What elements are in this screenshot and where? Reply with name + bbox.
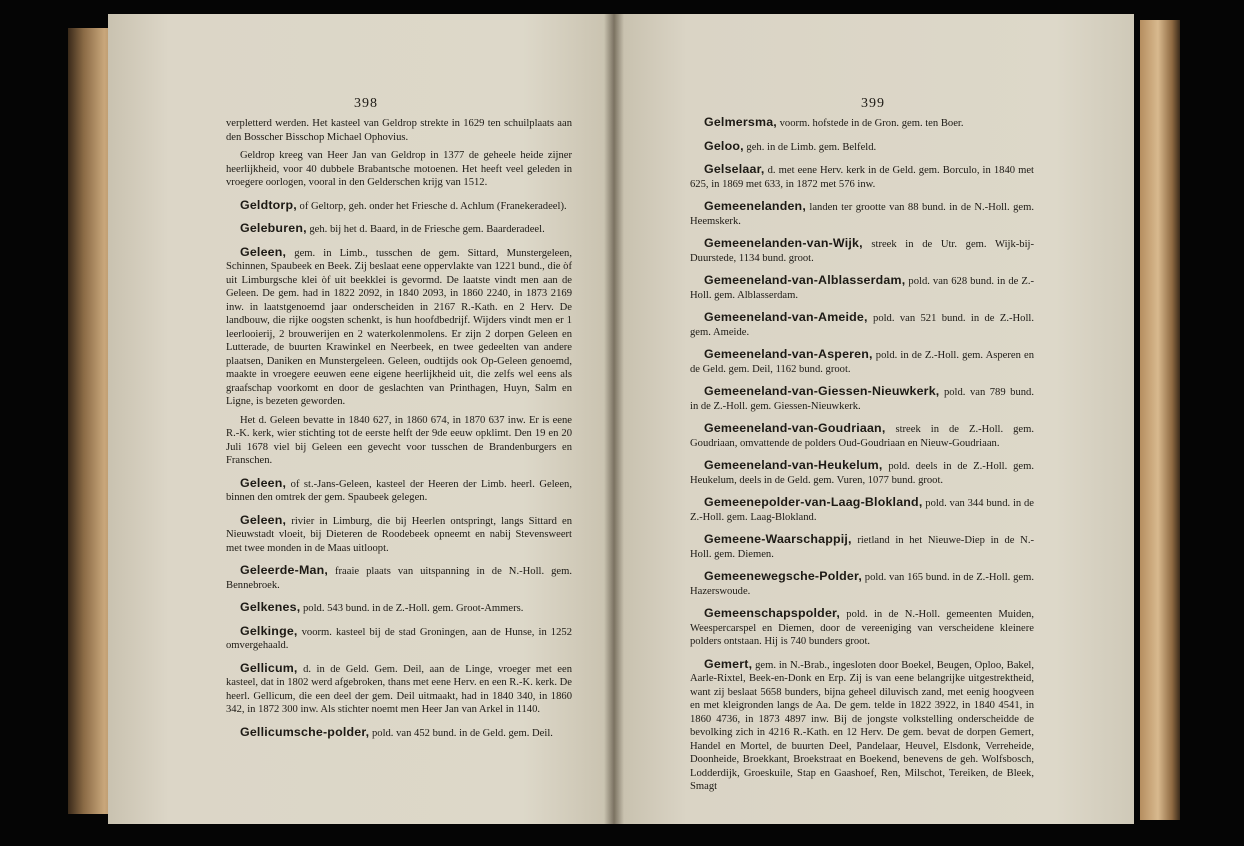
entry — [226, 148, 572, 190]
entry — [226, 601, 572, 616]
entry — [690, 533, 1034, 561]
entry-text: verpletterd werden. Het kasteel van Geldrop strekte in 1629 ten schuilplaats aan den Bosscher Bisschop Michael Ophovius. — [226, 118, 572, 143]
entry — [226, 477, 572, 505]
entry-text: pold. van 165 bund. in de Z.-Holl. gem. Hazerswoude. — [690, 572, 1034, 597]
entry-text: gem. in N.-Brab., ingesloten door Boekel, Beugen, Oploo, Bakel, Aarle-Rixtel, Beek-en-Donk en Erp. Zij is van eene belangrijke uitgestrektheid, want zij beslaat 5658 bunders, bijna geheel diluvisch zand, met eenig hoogveen en met kleigronden langs de Aa. De gem. telde in 1822 3922, in 1840 4541, in 1860 4736, in 1873 4897 inw. Bij de jongste volkstelling onderscheidde de bevolking zich in 4216 R.-Kath. en 12 Herv. De gem. bevat de dorpen Gemert, Handel en Mortel, de buurten Deel, Pandelaar, Heuvel, Elsdonk, Verreheide, Doonheide, Broekkant, Broekstraat en Boekend, benevens de geh. Wolfsbosch, Lodderdijk, Groeskuile, Stap en Gaashoef, Ren, Milschot, Tereiken, de Bleek, Smagt — [690, 659, 1034, 792]
entry — [690, 348, 1034, 376]
entry-term: Gelselaar, — [704, 162, 765, 176]
entry — [690, 140, 1034, 155]
entry — [690, 459, 1034, 487]
left-page — [108, 14, 614, 824]
entry-term: Geleen, — [240, 512, 287, 527]
entry — [690, 385, 1034, 413]
entry-term: Geloo, — [704, 138, 744, 153]
entry-text: streek in de Z.-Holl. gem. Goudriaan, omvattende de polders Oud-Goudriaan en Nieuw-Goudriaan. — [690, 424, 1034, 449]
entry-text: voorm. kasteel bij de stad Groningen, aan de Hunse, in 1252 omvergehaald. — [226, 626, 572, 651]
entry-term: Gemeenelanden, — [704, 199, 806, 213]
entry — [226, 199, 572, 214]
right-page-stack — [1140, 20, 1180, 820]
entry — [226, 726, 572, 741]
entry-term: Gellicum, — [240, 660, 298, 675]
entry — [226, 625, 572, 653]
entry-term: Geleerde-Man, — [240, 563, 328, 577]
entry-text: rietland in het Nieuwe-Diep in de N.-Holl. gem. Diemen. — [690, 535, 1034, 560]
entry-text: gem. in Limb., tusschen de gem. Sittard, Munstergeleen, Schinnen, Spaubeek en Beek. Zij beslaat eene oppervlakte van 1221 bund., die òf uit Limburgsche klei òf uit beekklei is gevormd. De laatste vindt men aan de Geleen. De gem. had in 1822 2092, in 1840 2093, in 1860 2240, in 1873 2169 inw. in laatstgenoemd jaar onderscheiden in 2167 R.-Kath. en 2 Herv. De landbouw, die rijke oogsten schenkt, is hun hoofdbedrijf. Wijders vindt men er 1 leerlooierij, 2 brouwerijen en 2 waterkolenmolens. Er zijn 2 dorpen Geleen en Lutterade, de buurten Krawinkel en Neerbeek, en twee gedeelten van andere plaatsen, Daniken en Munstergeleen. Geleen, oudtijds ook Op-Geleen genoemd, maakte in vroegere eeuwen eene eigene heerlijkheid uit, die zelfs wel eens als graafschap voorkomt en door de geslachten van Printhagen, Huyn, Salm en Ligne, is bezeten geworden. — [226, 247, 572, 407]
entry — [690, 200, 1034, 228]
entry-text: pold. van 344 bund. in de Z.-Holl. gem. Laag-Blokland. — [690, 498, 1034, 523]
page-number-right: 399 — [861, 96, 885, 111]
entry-term: Gemeenelanden-van-Wijk, — [704, 236, 863, 250]
entry-term: Gelkinge, — [240, 623, 298, 638]
entry-text: pold. in de N.-Holl. gemeenten Muiden, Weespercarspel en Diemen, door de vereeniging van verscheidene kleinere polders ontstaan. Hij is 740 bunders groot. — [690, 609, 1034, 647]
entry — [690, 274, 1034, 302]
entry-term: Gemert, — [704, 656, 753, 671]
entry — [226, 662, 572, 717]
entry — [226, 116, 572, 144]
entry-text: pold. van 452 bund. in de Geld. gem. Deil. — [369, 727, 553, 739]
entry-term: Gelkenes, — [240, 600, 301, 614]
entry-text: pold. deels in de Z.-Holl. gem. Heukelum, deels in de Geld. gem. Vuren, 1077 bund. groot. — [690, 461, 1034, 486]
entry — [226, 413, 572, 468]
page-number-left: 398 — [354, 96, 378, 111]
entry-text: pold. van 628 bund. in de Z.-Holl. gem. Alblasserdam. — [690, 276, 1034, 301]
entry-text: fraaie plaats van uitspanning in de N.-Holl. gem. Bennebroek. — [226, 566, 572, 591]
entry-text: of st.-Jans-Geleen, kasteel der Heeren der Limb. heerl. Geleen, binnen den omtrek der gem. Spaubeek gelegen. — [226, 478, 572, 503]
entry-text: pold. in de Z.-Holl. gem. Asperen en de Geld. gem. Deil, 1162 bund. groot. — [690, 350, 1034, 375]
entry-term: Geleen, — [240, 475, 287, 490]
entry-text: voorm. hofstede in de Gron. gem. ten Boer. — [776, 118, 964, 129]
entry-text: landen ter grootte van 88 bund. in de N.-Holl. gem. Heemskerk. — [690, 202, 1034, 227]
entry-term: Gemeenschapspolder, — [704, 606, 841, 620]
entry — [690, 658, 1034, 794]
entry-text: d. in de Geld. Gem. Deil, aan de Linge, vroeger met een kasteel, dat in 1802 werd afgebroken, thans met eene Herv. en een R.-K. kerk. De heerl. Gellicum, die een deel der gem. Deil uitmaakt, had in 1840 340, in 1860 342, in 1872 300 inw. Als stichter noemt men Heer Jan van Arkel in 1140. — [226, 663, 572, 715]
entry — [690, 311, 1034, 339]
entry-text: Het d. Geleen bevatte in 1840 627, in 1860 674, in 1870 637 inw. Er is eene R.-K. kerk, wier stichting tot de eerste helft der 9de eeuw opklimt. Den 19 en 20 Juli 1678 viel bij Geleen een gevecht voor tusschen de Brandenburgers en Franschen. — [226, 414, 572, 466]
entry — [226, 222, 572, 237]
entry-text: streek in de Utr. gem. Wijk-bij-Duurstede, 1134 bund. groot. — [690, 239, 1034, 264]
entry-text: pold. van 789 bund. in de Z.-Holl. gem. Giessen-Nieuwkerk. — [690, 387, 1034, 412]
entry-text: geh. in de Limb. gem. Belfeld. — [743, 141, 877, 153]
entry — [690, 496, 1034, 524]
entry — [690, 116, 1034, 131]
open-book — [68, 14, 1180, 824]
entry — [226, 514, 572, 556]
entry — [690, 163, 1034, 191]
entry-text: rivier in Limburg, die bij Heerlen ontspringt, langs Sittard en Nieuwstadt vloeit, bij Dieteren de Roodebeek opneemt en nabij Stevensweert met twee monden in de Maas uitloopt. — [226, 515, 572, 554]
entry-text: pold. van 521 bund. in de Z.-Holl. gem. Ameide. — [690, 313, 1034, 338]
right-column — [690, 116, 1034, 803]
entry-term: Gemeeneland-van-Giessen-Nieuwkerk, — [704, 384, 940, 398]
right-page — [614, 14, 1134, 824]
entry-term: Gelmersma, — [704, 115, 777, 129]
entry-term: Gemeenepolder-van-Laag-Blokland, — [704, 495, 923, 509]
entry — [690, 570, 1034, 598]
book-gutter — [604, 14, 624, 824]
entry-term: Geldtorp, — [240, 197, 297, 212]
entry-term: Geleburen, — [240, 221, 307, 235]
entry-term: Gemeeneland-van-Alblasserdam, — [704, 273, 906, 287]
entry-text: d. met eene Herv. kerk in de Geld. gem. Borculo, in 1840 met 625, in 1869 met 633, in 1872 met 576 inw. — [690, 165, 1034, 190]
left-column — [226, 116, 572, 749]
entry-text: geh. bij het d. Baard, in de Friesche gem. Baarderadeel. — [306, 224, 545, 235]
entry-text: of Geltorp, geh. onder het Friesche d. Achlum (Franekeradeel). — [296, 200, 567, 212]
entry — [226, 246, 572, 409]
entry-term: Geleen, — [240, 244, 287, 259]
entry — [690, 607, 1034, 649]
entry-term: Gemeenewegsche-Polder, — [704, 569, 862, 583]
entry-term: Gemeeneland-van-Goudriaan, — [704, 421, 886, 435]
entry-term: Gemeene-Waarschappij, — [704, 532, 852, 546]
entry-text: pold. 543 bund. in de Z.-Holl. gem. Groot-Ammers. — [300, 603, 524, 614]
entry — [226, 564, 572, 592]
entry-term: Gemeeneland-van-Heukelum, — [704, 458, 883, 472]
entry-text: Geldrop kreeg van Heer Jan van Geldrop in 1377 de geheele heide zijner heerlijkheid, voor 40 dubbele Brabantsche motoenen. Het heeft veel geleden in vroegere oorlogen, vooral in den Gelderschen krijg van 1512. — [226, 150, 572, 188]
entry-term: Gellicumsche-polder, — [240, 724, 370, 739]
entry-term: Gemeeneland-van-Ameide, — [704, 310, 868, 324]
entry — [690, 237, 1034, 265]
entry — [690, 422, 1034, 450]
entry-term: Gemeeneland-van-Asperen, — [704, 347, 873, 361]
